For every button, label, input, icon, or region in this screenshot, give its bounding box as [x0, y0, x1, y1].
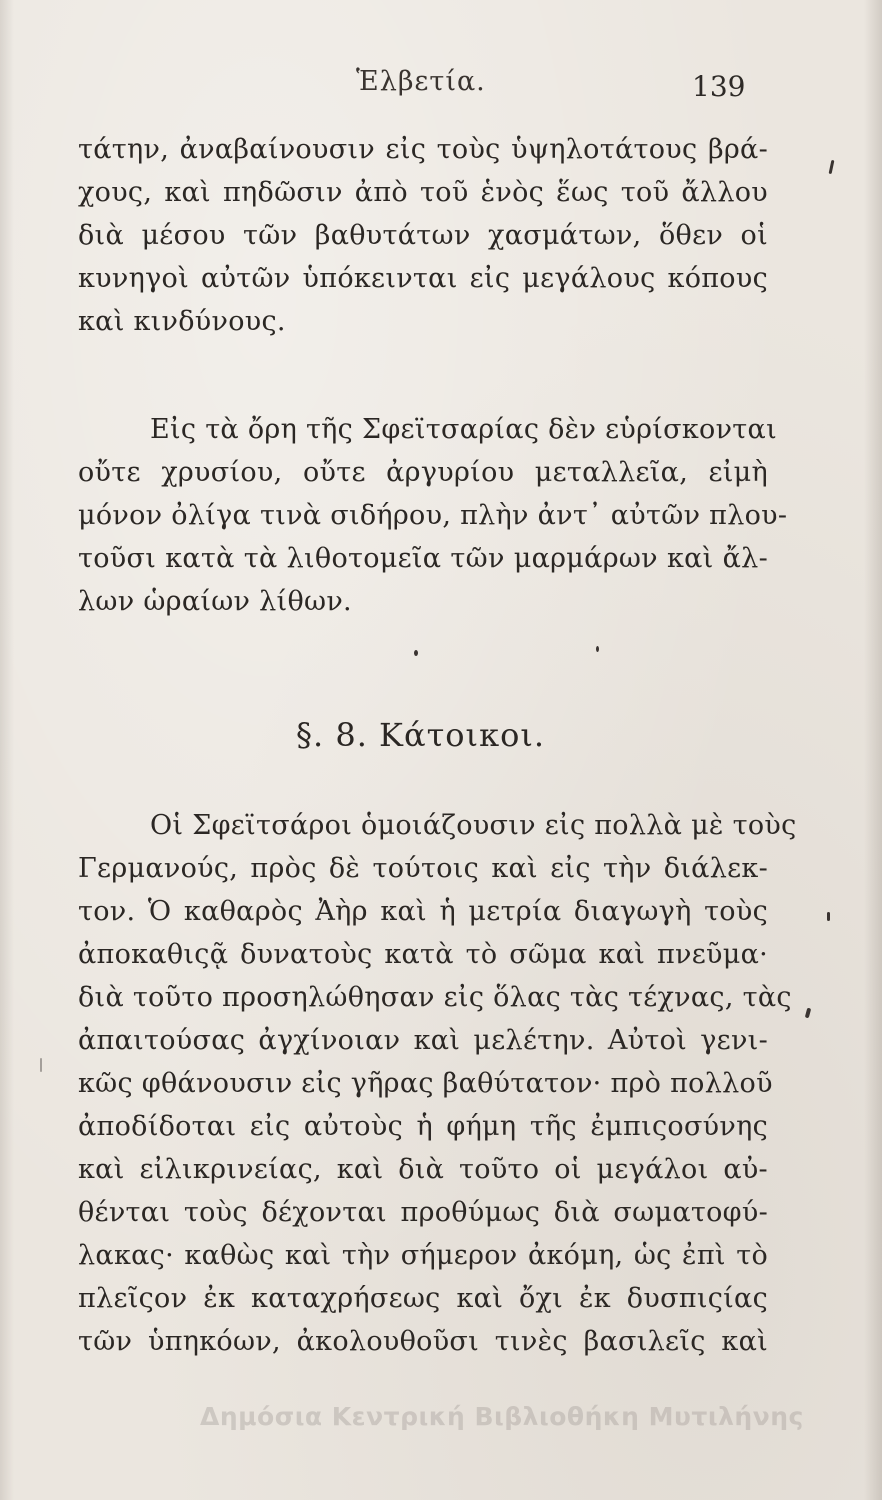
running-title: Ἑλβετία. — [356, 66, 486, 97]
ink-speck — [827, 912, 830, 921]
text-line: ἀποδίδοται εἰς αὐτοὺς ἡ φήμη τῆς ἐμπιςοσύνης — [78, 1111, 768, 1142]
page-number: 139 — [692, 70, 746, 103]
text-line: χους, καὶ πηδῶσιν ἀπὸ τοῦ ἑνὸς ἕως τοῦ ἄλλου — [78, 177, 768, 208]
ink-speck — [414, 650, 418, 656]
text-line: θένται τοὺς δέχονται προθύμως διὰ σωματοφύ- — [78, 1197, 768, 1228]
text-line: καὶ εἰλικρινείας, καὶ διὰ τοῦτο οἱ μεγάλοι αὐ- — [78, 1154, 768, 1185]
ink-speck — [40, 1058, 42, 1072]
text-line: τον. Ὁ καθαρὸς Ἀὴρ καὶ ἡ μετρία διαγωγὴ τοὺς — [78, 896, 768, 927]
text-line: διὰ τοῦτο προσηλώθησαν εἰς ὅλας τὰς τέχνας, τὰς — [78, 982, 792, 1013]
library-watermark: Δημόσια Κεντρική Βιβλιοθήκη Μυτιλήνης — [200, 1402, 804, 1431]
text-line: Οἱ Σφεϊτσάροι ὁμοιάζουσιν εἰς πολλὰ μὲ τοὺς — [150, 810, 797, 841]
text-line: τῶν ὑπηκόων, ἀκολουθοῦσι τινὲς βασιλεῖς καὶ — [78, 1326, 768, 1357]
text-line: μόνον ὀλίγα τινὰ σιδήρου, πλὴν ἀντ᾽ αὐτῶν πλου- — [78, 500, 788, 531]
ink-speck — [829, 160, 835, 174]
paragraph-inhabitants — [78, 804, 797, 1363]
text-line: πλεῖςον ἐκ καταχρήσεως καὶ ὄχι ἐκ δυσπιςίας — [78, 1283, 768, 1314]
ink-speck — [596, 646, 599, 652]
text-line: ἀποκαθιςᾷ δυνατοὺς κατὰ τὸ σῶμα καὶ πνεῦμα· — [78, 939, 768, 970]
text-line: κῶς φθάνουσιν εἰς γῆρας βαθύτατον· πρὸ πολλοῦ — [78, 1068, 773, 1099]
text-line: τοῦσι κατὰ τὰ λιθοτομεῖα τῶν μαρμάρων καὶ ἄλ- — [78, 543, 768, 574]
text-line: Γερμανούς, πρὸς δὲ τούτοις καὶ εἰς τὴν διάλεκ- — [78, 853, 768, 884]
text-line: οὔτε χρυσίου, οὔτε ἀργυρίου μεταλλεῖα, εἰμὴ — [78, 457, 768, 488]
section-heading: §. 8. Κάτοικοι. — [296, 716, 546, 754]
text-line: κυνηγοὶ αὐτῶν ὑπόκεινται εἰς μεγάλους κόπους — [78, 263, 768, 294]
text-line: λακας· καθὼς καὶ τὴν σήμερον ἀκόμη, ὡς ἐπὶ τὸ — [78, 1240, 768, 1271]
text-line: διὰ μέσου τῶν βαθυτάτων χασμάτων, ὅθεν οἱ — [78, 220, 768, 251]
text-line: ἀπαιτούσας ἀγχίνοιαν καὶ μελέτην. Αὐτοὶ γενι- — [78, 1025, 768, 1056]
text-line: τάτην, ἀναβαίνουσιν εἰς τοὺς ὑψηλοτάτους βρά- — [78, 134, 768, 165]
page-shadow-left — [0, 0, 14, 1500]
paragraph-mountains — [78, 408, 788, 623]
paragraph-continuation — [78, 128, 768, 343]
text-line: Εἰς τὰ ὄρη τῆς Σφεϊτσαρίας δὲν εὑρίσκονται — [150, 414, 777, 445]
text-line: λων ὡραίων λίθων. — [78, 586, 352, 617]
text-line: καὶ κινδύνους. — [78, 306, 286, 337]
page-shadow-right — [864, 0, 882, 1500]
ink-speck — [805, 1008, 811, 1019]
